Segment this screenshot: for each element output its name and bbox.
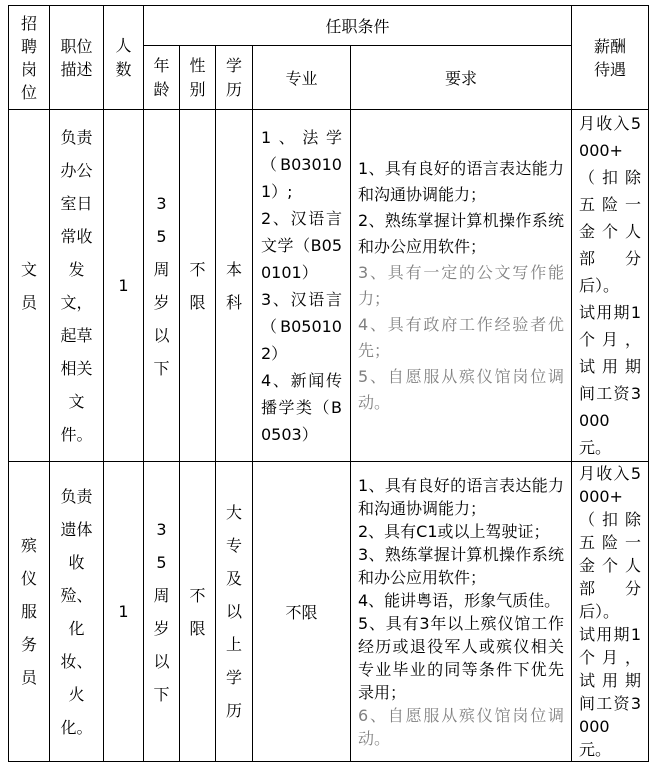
- col-header-description: [50, 6, 104, 110]
- major-item: 3、汉语言（B050102）: [261, 289, 342, 363]
- cell-major-r1: [253, 110, 351, 462]
- col-header-gender-label: 性别: [189, 55, 206, 99]
- major-item: 2、汉语言文学（B050101）: [261, 208, 342, 282]
- col-header-major: 专业: [253, 46, 351, 110]
- col-header-age: [144, 46, 180, 110]
- salary-line: 试用期1个月，试用期间工资3000元。: [579, 303, 642, 457]
- major-any-text: 不限: [285, 603, 318, 622]
- requirement-item: 5、自愿服从殡仪馆岗位调动。: [358, 366, 565, 412]
- requirement-item: 5、具有3年以上殡仪馆工作经历或退役军人或殡仪相关专业毕业的同等条件下优先录用；: [358, 613, 565, 702]
- position-name-r2: 殡仪服务员: [20, 536, 37, 687]
- col-header-conditions: 任职条件: [144, 6, 572, 46]
- major-item: 1、法学（B030101）;: [261, 127, 342, 201]
- col-header-education: [216, 46, 253, 110]
- cell-requirements-r2: [351, 462, 572, 762]
- requirement-item: 2、熟练掌握计算机操作系统和办公应用软件；: [358, 210, 565, 256]
- gender-text-r2: 不限: [189, 585, 206, 638]
- requirement-item: 2、具有C1或以上驾驶证；: [358, 521, 550, 541]
- cell-age-r1: [144, 110, 180, 462]
- age-text-r2: 35周岁以下: [153, 519, 170, 704]
- cell-description-r1: [50, 110, 104, 462]
- cell-gender-r2: [180, 462, 216, 762]
- cell-education-r1: [216, 110, 253, 462]
- table-row-clerk: [9, 110, 649, 462]
- col-header-salary-label: 薪酬待遇: [594, 36, 627, 79]
- requirement-item: 1、具有良好的语言表达能力和沟通协调能力；: [358, 475, 565, 518]
- requirement-item: 3、具有一定的公文写作能力；: [358, 262, 565, 308]
- salary-line: 试用期1个月，试用期间工资3000元。: [579, 625, 642, 759]
- cell-age-r2: [144, 462, 180, 762]
- cell-salary-r1: [572, 110, 649, 462]
- cell-major-r2: [253, 462, 351, 762]
- requirement-item: 3、熟练掌握计算机操作系统和办公应用软件；: [358, 544, 565, 587]
- cell-gender-r1: [180, 110, 216, 462]
- recruitment-table: [8, 5, 649, 762]
- description-text-r2: 负责遗体收殓、化妆、火化。: [60, 486, 93, 737]
- salary-line: 月收入5000+: [579, 114, 642, 160]
- requirement-item: 1、具有良好的语言表达能力和沟通协调能力；: [358, 158, 565, 204]
- requirement-item: 4、具有政府工作经验者优先；: [358, 314, 565, 360]
- col-header-education-label: 学历: [225, 55, 242, 99]
- col-header-requirements: 要求: [351, 46, 572, 110]
- cell-education-r2: [216, 462, 253, 762]
- col-header-salary: [572, 6, 649, 110]
- cell-requirements-r1: [351, 110, 572, 462]
- col-header-position: [9, 6, 50, 110]
- requirement-item: 4、能讲粤语，形象气质佳。: [358, 590, 561, 610]
- description-text-r1: 负责办公室日常收发文，起草相关文件。: [60, 127, 93, 444]
- salary-line: （扣除五险一金个人部分后）。: [579, 168, 642, 295]
- col-header-age-label: 年龄: [153, 55, 170, 99]
- col-header-position-label: 招聘岗位: [20, 13, 37, 102]
- position-name-r1: 文员: [20, 259, 37, 312]
- cell-count-r1: 1: [104, 110, 144, 462]
- table-row-funeral-attendant: [9, 462, 649, 762]
- education-text-r2: 大专及以上学历: [225, 503, 242, 720]
- cell-description-r2: [50, 462, 104, 762]
- cell-count-r2: 1: [104, 462, 144, 762]
- gender-text-r1: 不限: [189, 259, 206, 312]
- cell-position-r2: [9, 462, 50, 762]
- education-text-r1: 本科: [225, 259, 242, 312]
- requirement-item: 6、自愿服从殡仪馆岗位调动。: [358, 705, 565, 748]
- salary-line: （扣除五险一金个人部分后）。: [579, 510, 642, 621]
- cell-position-r1: [9, 110, 50, 462]
- cell-salary-r2: [572, 462, 649, 762]
- col-header-count: [104, 6, 144, 110]
- col-header-gender: [180, 46, 216, 110]
- major-item: 4、新闻传播学类（B0503）: [261, 370, 342, 444]
- col-header-count-label: 人数: [115, 35, 132, 79]
- salary-line: 月收入5000+: [579, 464, 642, 506]
- age-text-r1: 35周岁以下: [153, 193, 170, 378]
- col-header-description-label: 职位描述: [60, 36, 93, 79]
